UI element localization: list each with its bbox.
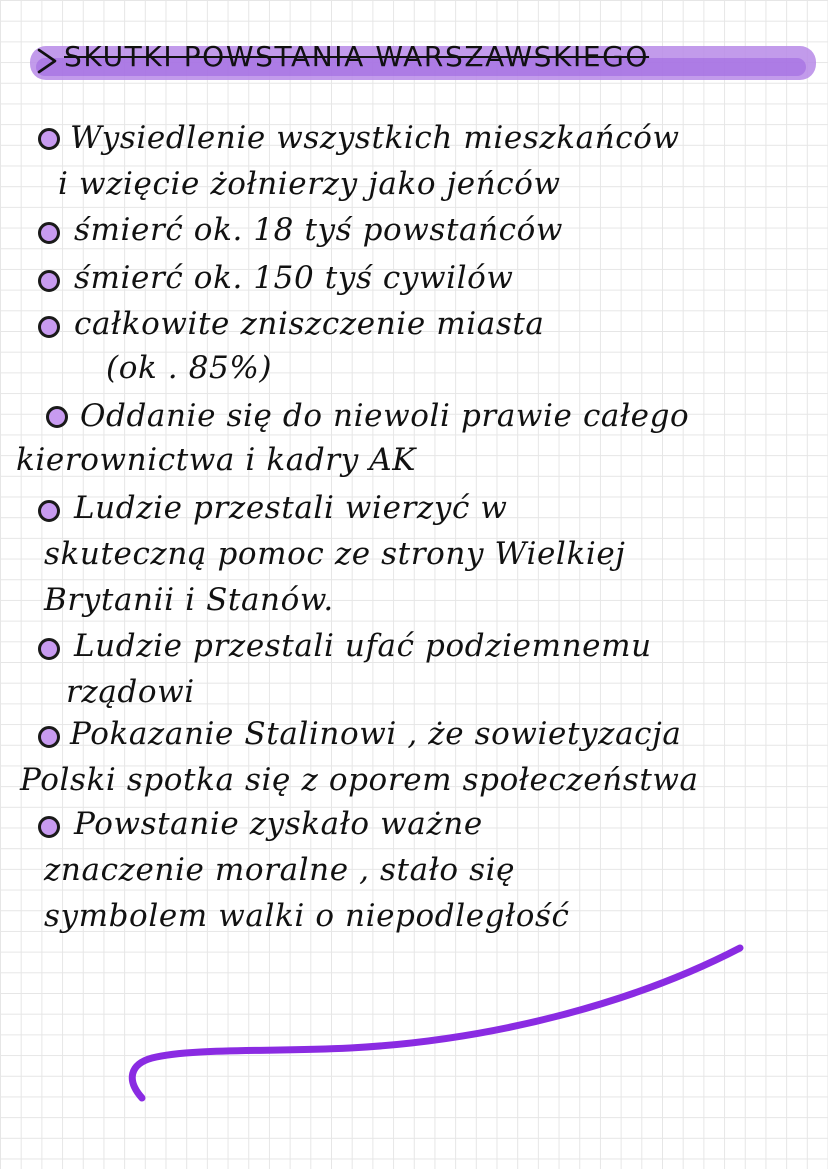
arrow-icon xyxy=(36,46,60,76)
note-line: symbolem walki o niepodległość xyxy=(44,898,570,934)
note-line: Powstanie zyskało ważne xyxy=(74,806,483,842)
note-line: skuteczną pomoc ze strony Wielkiej xyxy=(44,536,626,572)
circle-bullet-icon xyxy=(38,638,60,660)
note-line: (ok . 85%) xyxy=(106,350,273,386)
note-line: Polski spotka się z oporem społeczeństwa xyxy=(20,762,699,798)
note-line: Ludzie przestali ufać podziemnemu xyxy=(74,628,652,664)
circle-bullet-icon xyxy=(38,816,60,838)
note-line: Brytanii i Stanów. xyxy=(44,582,334,618)
note-line: i wzięcie żołnierzy jako jeńców xyxy=(58,166,561,202)
note-line: Oddanie się do niewoli prawie całego xyxy=(80,398,690,434)
note-line: rządowi xyxy=(66,674,195,710)
note-line: śmierć ok. 150 tyś cywilów xyxy=(74,260,514,296)
circle-bullet-icon xyxy=(38,316,60,338)
note-line: Pokazanie Stalinowi , że sowietyzacja xyxy=(70,716,682,752)
note-line: Ludzie przestali wierzyć w xyxy=(74,490,508,526)
note-line: kierownictwa i kadry AK xyxy=(16,442,417,478)
note-line: śmierć ok. 18 tyś powstańców xyxy=(74,212,564,248)
title-highlight xyxy=(30,36,822,86)
page-title: SKUTKI POWSTANIA WARSZAWSKIEGO xyxy=(64,40,650,73)
circle-bullet-icon xyxy=(38,726,60,748)
circle-bullet-icon xyxy=(38,222,60,244)
swoosh-decoration xyxy=(120,930,760,1120)
note-line: Wysiedlenie wszystkich mieszkańców xyxy=(70,120,680,156)
circle-bullet-icon xyxy=(38,270,60,292)
circle-bullet-icon xyxy=(46,406,68,428)
note-line: całkowite zniszczenie miasta xyxy=(74,306,545,342)
circle-bullet-icon xyxy=(38,500,60,522)
note-line: znaczenie moralne , stało się xyxy=(44,852,516,888)
circle-bullet-icon xyxy=(38,128,60,150)
